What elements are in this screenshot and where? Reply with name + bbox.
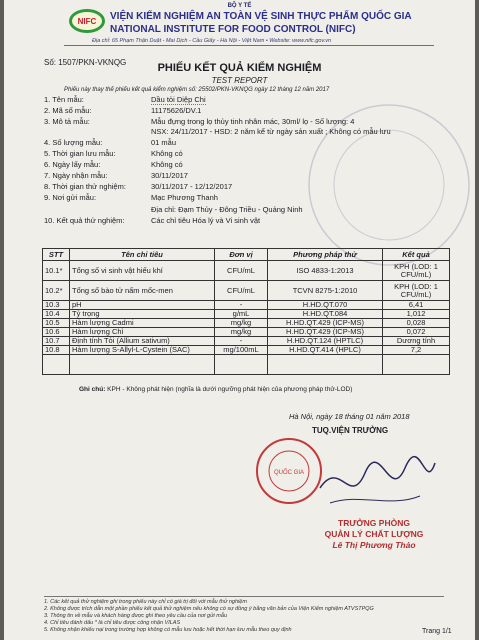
- signatory-block: [304, 518, 444, 551]
- table-row: 10.1* Tổng số vi sinh vật hiếu khí CFU/mL ISO 4833-1:2013 KPH (LOD: 1 CFU/mL): [43, 261, 450, 281]
- table-row: 10.7 Định tính Tỏi (Allium sativum) - H.HD.QT.124 (HPTLC) Dương tính: [43, 337, 450, 346]
- director-title: TUQ.VIỆN TRƯỞNG: [312, 426, 389, 435]
- results-header-row: STT Tên chỉ tiêu Đơn vị Phương pháp thử Kết quả: [43, 249, 450, 261]
- table-row: 10.6 Hàm lượng Chì mg/kg H.HD.QT.429 (ICP-MS) 0,072: [43, 328, 450, 337]
- nifc-logo: [68, 8, 106, 34]
- institute-name-en: NATIONAL INSTITUTE FOR FOOD CONTROL (NIFC): [110, 24, 356, 35]
- footer-note-4: 4. Chỉ tiêu đánh dấu * là chỉ tiêu được công nhận VILAS: [44, 620, 181, 626]
- info-row-sample-name: 1. Tên mẫu: Dầu tỏi Diệp Chi: [44, 95, 206, 104]
- footer-note-5: 5. Không nhận khiếu nại trong trường hợp không có mẫu lưu hoặc hết thời hạn lưu mẫu theo quy định: [44, 627, 292, 633]
- info-row-sample-code: 2. Mã số mẫu: 11175626/DV.1: [44, 106, 202, 115]
- info-row-received-date: 7. Ngày nhận mẫu: 30/11/2017: [44, 171, 188, 180]
- info-row-retention: 5. Thời gian lưu mẫu: Không có: [44, 149, 183, 158]
- report-subtitle: TEST REPORT: [211, 76, 268, 85]
- svg-text:NIFC: NIFC: [77, 17, 97, 26]
- report-title: PHIẾU KẾT QUẢ KIỂM NGHIỆM: [157, 62, 322, 74]
- signatory-name: Lê Thị Phương Thảo: [332, 540, 416, 550]
- header-divider: [64, 45, 434, 46]
- table-row: 10.8 Hàm lượng S-Allyl-L-Cystein (SAC) mg/100mL H.HD.QT.414 (HPLC) 7,2: [43, 346, 450, 355]
- test-report-page: [4, 0, 475, 640]
- svg-text:QUỐC GIA: QUỐC GIA: [273, 470, 305, 476]
- info-row-quantity: 4. Số lượng mẫu: 01 mẫu: [44, 138, 177, 147]
- footer-note-1: 1. Các kết quả thử nghiệm ghi trong phiếu này chỉ có giá trị đối với mẫu thử nghiệm: [44, 599, 247, 605]
- place-date: Hà Nội, ngày 18 tháng 01 năm 2018: [289, 412, 410, 421]
- table-row: 10.3 pH - H.HD.QT.070 6,41: [43, 301, 450, 310]
- ministry-label: BỘ Y TẾ: [227, 3, 252, 9]
- footer-note-2: 2. Không được trích dẫn một phần phiếu kết quả thử nghiệm nếu không có sự đồng ý bằng văn bản của Viện Kiểm nghiệm ATVSTPQG: [44, 606, 374, 612]
- info-row-results: 10. Kết quả thử nghiệm: Các chỉ tiêu Hóa lý và Vi sinh vật: [44, 216, 261, 225]
- institute-address: Địa chỉ: 65 Phạm Thận Duật - Mai Dịch - Cầu Giấy - Hà Nội - Việt Nam • Website: www.nifc.gov.vn: [92, 38, 332, 44]
- handwritten-signature: [310, 448, 440, 518]
- results-table: [42, 248, 450, 375]
- info-row-sampling-date: 6. Ngày lấy mẫu: Không có: [44, 160, 183, 169]
- footer-divider: [44, 596, 444, 597]
- info-row-description: 3. Mô tả mẫu: Mẫu đựng trong lọ thủy tinh nhân mác, 30ml/ lọ - Số lượng: 4: [44, 117, 355, 126]
- table-row: 10.5 Hàm lượng Cadmi mg/kg H.HD.QT.429 (ICP-MS) 0,028: [43, 319, 450, 328]
- info-row-sender: 9. Nơi gửi mẫu: Mạc Phương Thanh: [44, 193, 218, 202]
- signatory-position-2: QUẢN LÝ CHẤT LƯỢNG: [324, 529, 424, 539]
- table-row: 10.2* Tổng số bào tử nấm mốc-men CFU/mL TCVN 8275-1:2010 KPH (LOD: 1 CFU/mL): [43, 281, 450, 301]
- table-row: 10.4 Tỷ trọng g/mL H.HD.QT.084 1,012: [43, 310, 450, 319]
- info-row-address: Địa chỉ: Đạm Thủy - Đông Triều - Quảng Ninh: [151, 205, 303, 214]
- info-row-test-time: 8. Thời gian thử nghiệm: 30/11/2017 - 12/12/2017: [44, 182, 233, 191]
- report-number: Số: 1507/PKN-VKNQG: [44, 58, 127, 67]
- footnote-note: Ghi chú: KPH - Không phát hiện (nghĩa là dưới ngưỡng phát hiện của phương pháp thử-LOD): [79, 386, 353, 393]
- signatory-position-1: TRƯỞNG PHÒNG: [338, 518, 410, 528]
- replacement-note: Phiếu này thay thế phiếu kết quả kiểm nghiệm số: 25502/PKN-VKNQG ngày 12 tháng 12 năm 2017: [64, 87, 330, 93]
- table-row: [43, 355, 450, 375]
- institute-name-vn: VIỆN KIỂM NGHIỆM AN TOÀN VỆ SINH THỰC PHẨM QUỐC GIA: [110, 11, 412, 22]
- footer-note-3: 3. Thông tin về mẫu và khách hàng được ghi theo yêu cầu của nơi gửi mẫu: [44, 613, 228, 619]
- page-number: Trang 1/1: [422, 628, 452, 635]
- info-row-description-2: NSX: 24/11/2017 - HSD: 2 năm kể từ ngày sản xuất ; Không có mẫu lưu: [151, 127, 391, 136]
